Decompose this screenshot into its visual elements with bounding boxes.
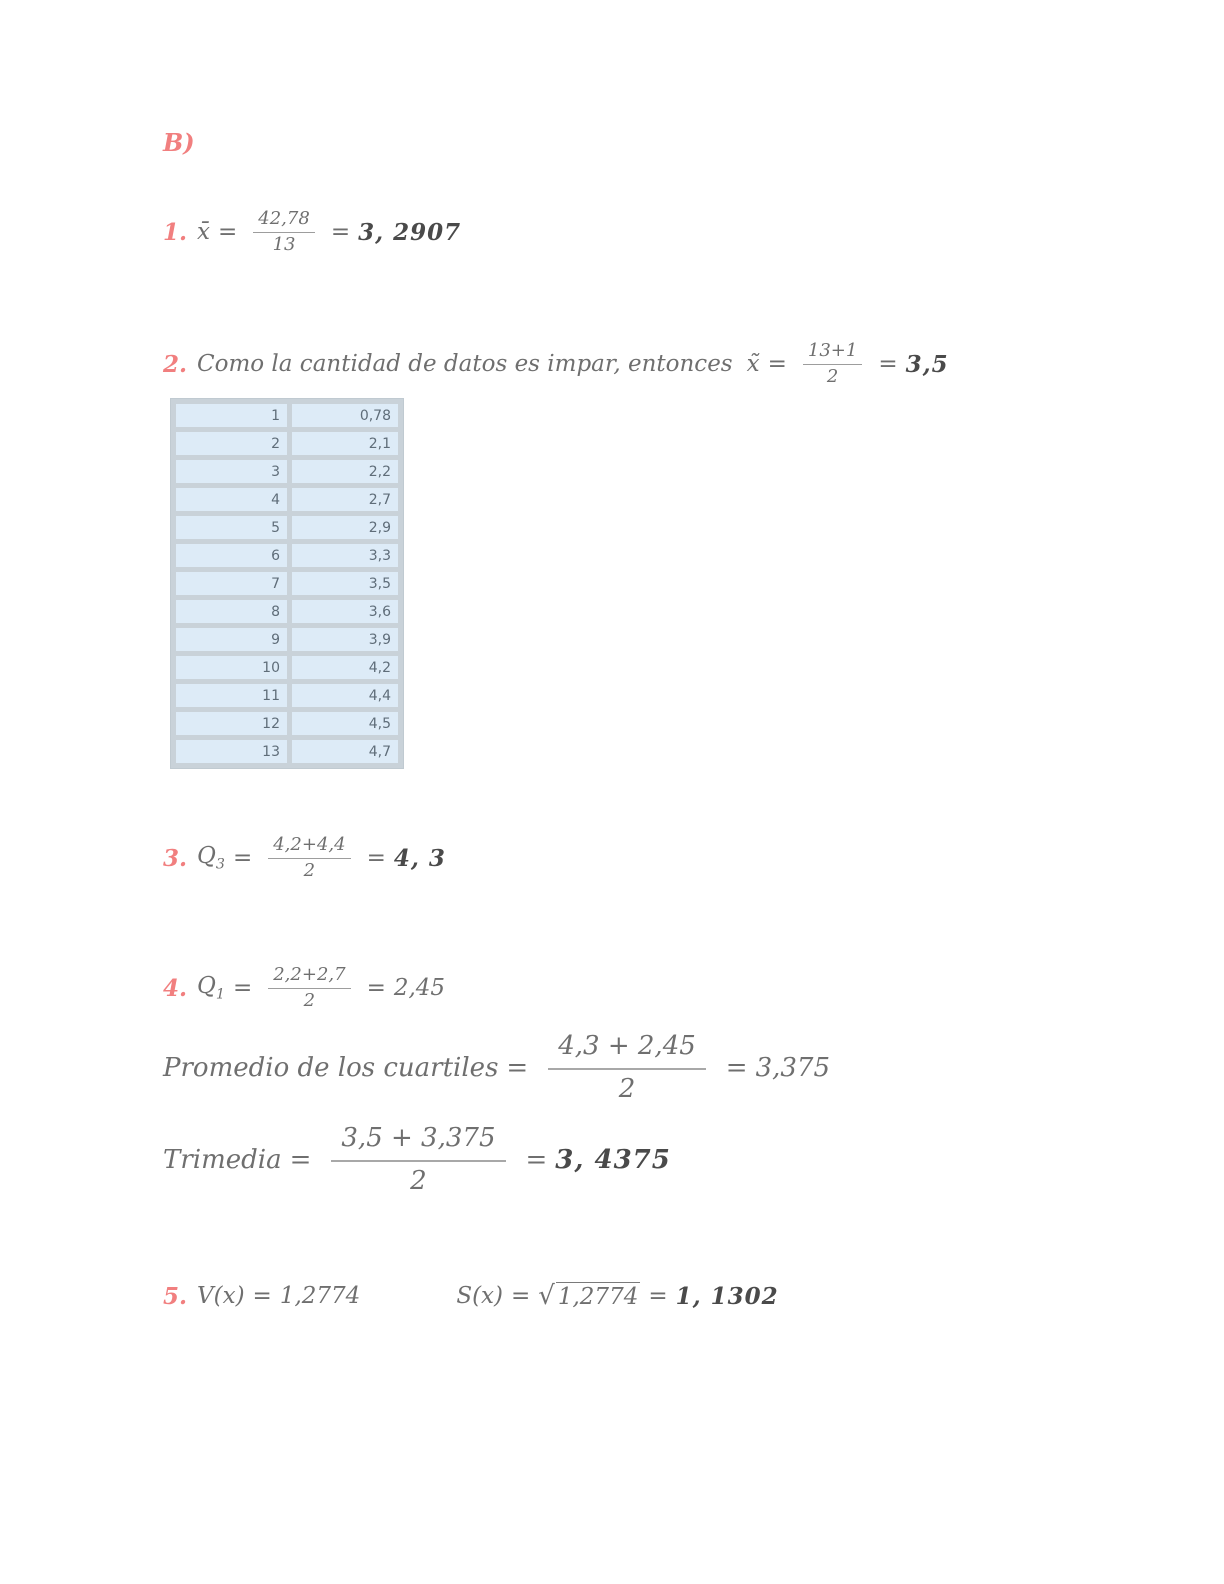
item-number-3: 3. xyxy=(163,844,188,872)
quartile-average-numerator: 4,3 + 2,45 xyxy=(548,1031,706,1069)
mean-fraction-denominator: 13 xyxy=(272,233,296,255)
quartile-average-result: 3,375 xyxy=(755,1053,831,1083)
row-index-cell: 12 xyxy=(176,712,287,735)
q1-subscript: 1 xyxy=(215,986,225,1003)
equals-sign: = xyxy=(330,219,351,245)
row-value-cell: 3,5 xyxy=(292,572,398,595)
row-index-cell: 9 xyxy=(176,628,287,651)
row-index-cell: 5 xyxy=(176,516,287,539)
table-row xyxy=(176,740,398,763)
trimean-formula xyxy=(163,1118,671,1202)
trimean-fraction xyxy=(331,1123,505,1196)
q1-result: 2,45 xyxy=(393,975,446,1001)
row-index-cell: 11 xyxy=(176,684,287,707)
equals-sign: = xyxy=(511,1283,531,1309)
median-fraction-denominator: 2 xyxy=(826,365,839,387)
mean-fraction-numerator: 42,78 xyxy=(253,209,315,233)
mean-symbol: x̄ xyxy=(197,219,210,245)
stddev-result: 1, 1302 xyxy=(675,1282,779,1310)
median-intro-text: Como la cantidad de datos es impar, entonces xyxy=(197,351,733,377)
mean-formula xyxy=(163,198,461,266)
q3-fraction-denominator: 2 xyxy=(303,859,316,881)
median-formula xyxy=(163,330,949,398)
q3-fraction-numerator: 4,2+4,4 xyxy=(268,835,350,859)
item-number-2: 2. xyxy=(163,350,188,378)
table-row xyxy=(176,488,398,511)
row-index-cell: 13 xyxy=(176,740,287,763)
trimean-result: 3, 4375 xyxy=(555,1145,671,1175)
q1-fraction xyxy=(268,965,350,1011)
table-row xyxy=(176,628,398,651)
equals-sign: = xyxy=(767,351,787,377)
table-row xyxy=(176,656,398,679)
trimean-label: Trimedia xyxy=(163,1145,282,1175)
equals-sign: = xyxy=(366,845,386,871)
row-value-cell: 2,1 xyxy=(292,432,398,455)
trimean-denominator: 2 xyxy=(410,1165,427,1196)
row-index-cell: 1 xyxy=(176,404,287,427)
quartile-average-fraction xyxy=(548,1031,706,1104)
mean-fraction xyxy=(253,209,315,255)
row-value-cell: 3,3 xyxy=(292,544,398,567)
median-symbol: x̃ xyxy=(746,351,760,377)
quartile-average-formula xyxy=(163,1026,830,1110)
variance-symbol: V(x) xyxy=(197,1283,245,1309)
q3-formula xyxy=(163,824,446,892)
row-value-cell: 3,6 xyxy=(292,600,398,623)
q1-symbol: $Q_1$ xyxy=(197,973,225,1003)
equals-sign: = xyxy=(232,845,253,871)
equals-sign: = xyxy=(648,1283,668,1309)
median-result: 3,5 xyxy=(905,350,949,378)
data-table xyxy=(170,398,404,769)
table-row xyxy=(176,460,398,483)
q3-result: 4, 3 xyxy=(393,844,446,872)
row-index-cell: 4 xyxy=(176,488,287,511)
table-row xyxy=(176,600,398,623)
q1-formula xyxy=(163,954,445,1022)
quartile-average-denominator: 2 xyxy=(618,1073,636,1104)
row-value-cell: 4,4 xyxy=(292,684,398,707)
table-row xyxy=(176,572,398,595)
row-value-cell: 4,7 xyxy=(292,740,398,763)
row-value-cell: 3,9 xyxy=(292,628,398,651)
item-number-1: 1. xyxy=(163,218,188,246)
section-label: B) xyxy=(163,128,195,157)
q3-subscript: 3 xyxy=(215,856,225,873)
row-value-cell: 0,78 xyxy=(292,404,398,427)
table-row xyxy=(176,432,398,455)
equals-sign: = xyxy=(506,1053,529,1083)
table-row xyxy=(176,544,398,567)
row-index-cell: 10 xyxy=(176,656,287,679)
item-number-5: 5. xyxy=(163,1282,188,1310)
row-value-cell: 4,2 xyxy=(292,656,398,679)
table-row xyxy=(176,712,398,735)
variance-value: 1,2774 xyxy=(279,1283,361,1309)
row-index-cell: 2 xyxy=(176,432,287,455)
q1-fraction-numerator: 2,2+2,7 xyxy=(268,965,350,989)
table-row xyxy=(176,404,398,427)
median-fraction-numerator: 13+1 xyxy=(803,341,862,365)
row-value-cell: 2,9 xyxy=(292,516,398,539)
row-index-cell: 7 xyxy=(176,572,287,595)
q1-fraction-denominator: 2 xyxy=(303,989,316,1011)
trimean-numerator: 3,5 + 3,375 xyxy=(331,1123,505,1161)
equals-sign: = xyxy=(218,219,238,245)
table-row xyxy=(176,516,398,539)
mean-result: 3, 2907 xyxy=(358,218,462,246)
item-number-4: 4. xyxy=(163,974,188,1002)
sqrt-argument: 1,2774 xyxy=(557,1284,639,1310)
q3-symbol: $Q_3$ xyxy=(197,843,225,873)
equals-sign: = xyxy=(725,1053,748,1083)
equals-sign: = xyxy=(878,351,898,377)
equals-sign: = xyxy=(232,975,253,1001)
equals-sign: = xyxy=(289,1145,312,1175)
sqrt-radical-icon: √ xyxy=(538,1281,555,1311)
equals-sign: = xyxy=(252,1283,272,1309)
row-value-cell: 2,2 xyxy=(292,460,398,483)
row-index-cell: 3 xyxy=(176,460,287,483)
row-value-cell: 4,5 xyxy=(292,712,398,735)
stddev-symbol: S(x) xyxy=(456,1283,503,1309)
table-row xyxy=(176,684,398,707)
variance-stddev-line xyxy=(163,1272,779,1320)
row-value-cell: 2,7 xyxy=(292,488,398,511)
q3-fraction xyxy=(268,835,350,881)
quartile-average-label: Promedio de los cuartiles xyxy=(163,1053,499,1083)
equals-sign: = xyxy=(525,1145,548,1175)
row-index-cell: 8 xyxy=(176,600,287,623)
median-fraction xyxy=(803,341,862,387)
equals-sign: = xyxy=(366,975,386,1001)
row-index-cell: 6 xyxy=(176,544,287,567)
